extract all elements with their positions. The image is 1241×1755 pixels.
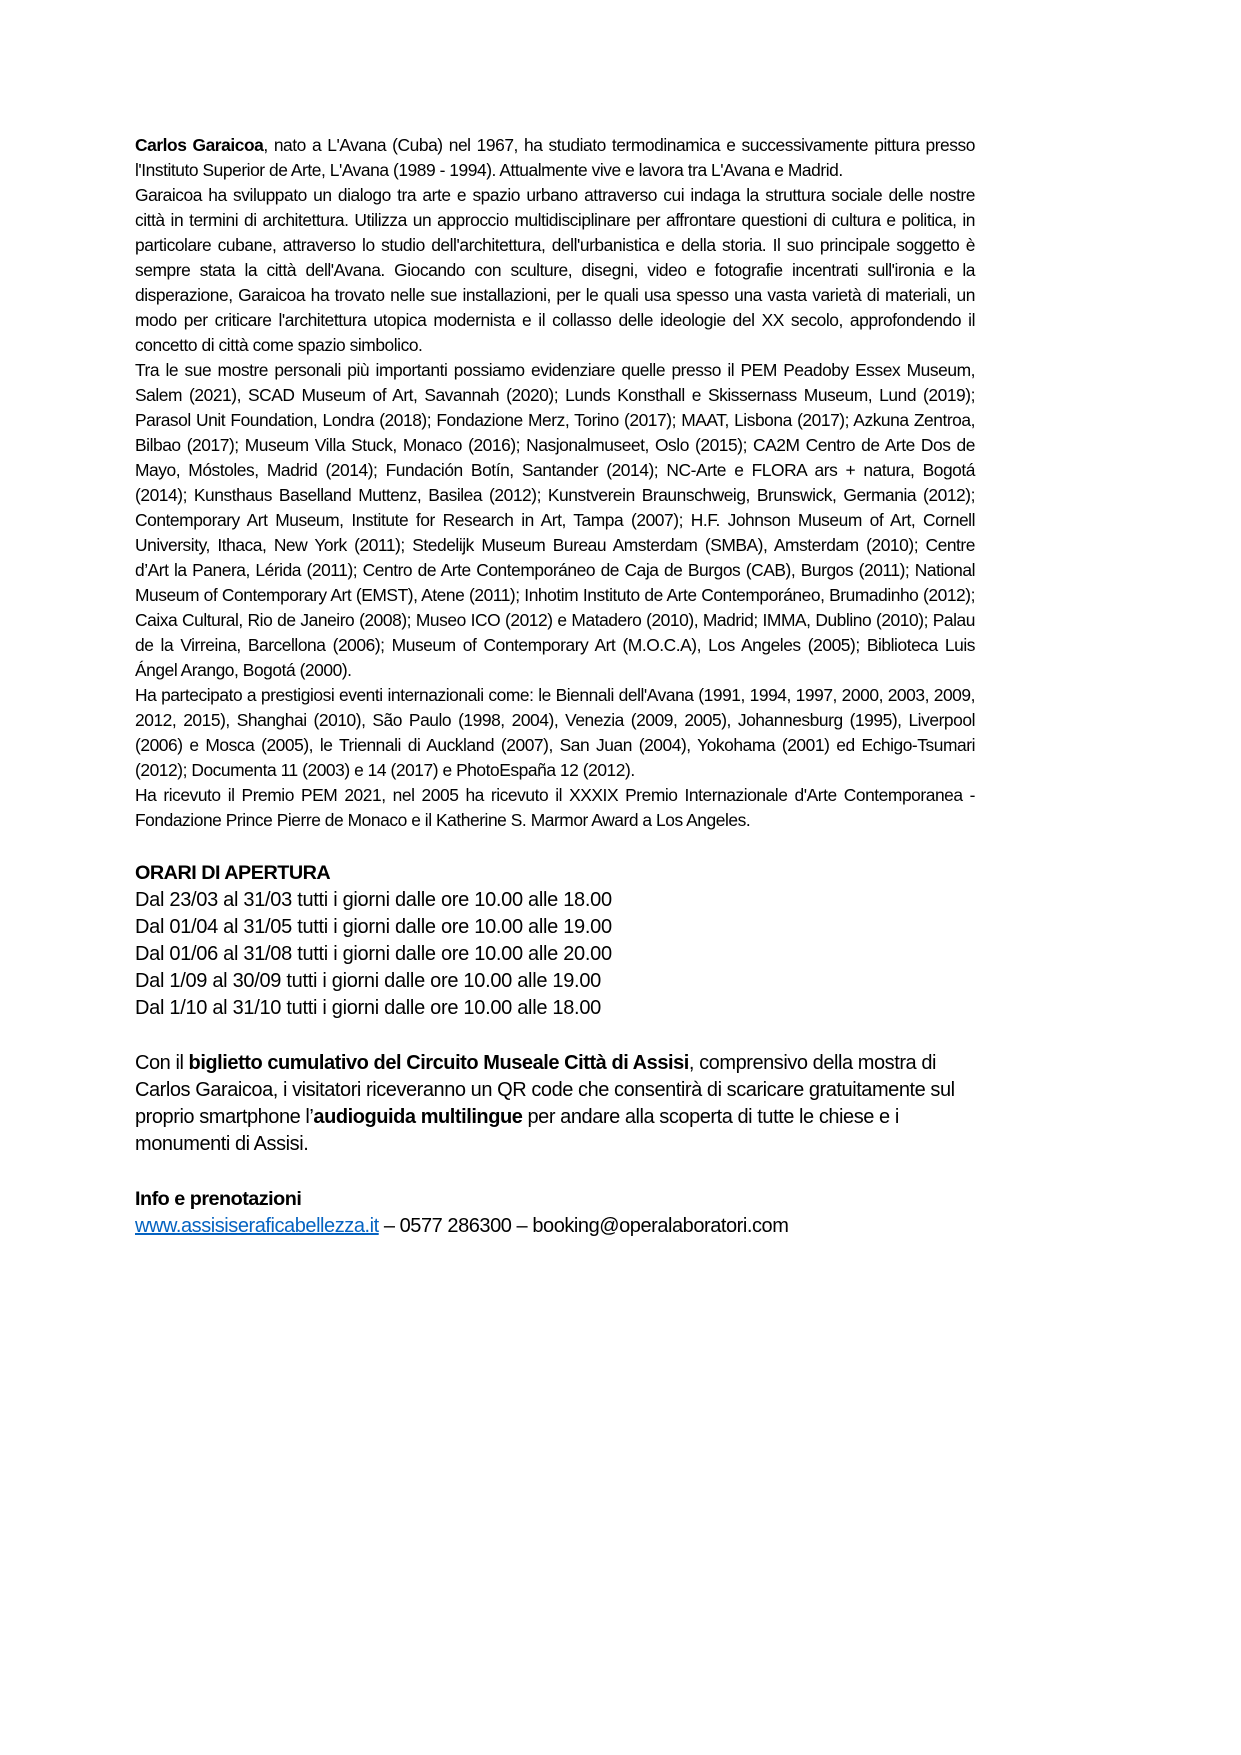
hours-line: Dal 01/06 al 31/08 tutti i giorni dalle ore 10.00 alle 20.00 <box>135 943 612 965</box>
bio-paragraph-solo-exhibitions: Tra le sue mostre personali più importanti possiamo evidenziare quelle presso il PEM Peadoby Essex Museum, Salem (2021), SCAD Museum of Art, Savannah (2020); Lunds Konsthall e Skissernass Museum, Lund (2019); Parasol Unit Foundation, Londra (2018); Fondazione Merz, Torino (2017); MAAT, Lisbona (2017); Azkuna Zentroa, Bilbao (2017); Museum Villa Stuck, Monaco (2016); Nasjonalmuseet, Oslo (2015); CA2M Centro de Arte Dos de Mayo, Móstoles, Madrid (2014); Fundación Botín, Santander (2014); NC-Arte e FLORA ars + natura, Bogotá (2014); Kunsthaus Baselland Muttenz, Basilea (2012); Kunstverein Braunschweig, Brunswick, Germania (2012); Contemporary Art Museum, Institute for Research in Art, Tampa (2007); H.F. Johnson Museum of Art, Cornell University, Ithaca, New York (2011); Stedelijk Museum Bureau Amsterdam (SMBA), Amsterdam (2010); Centre d’Art la Panera, Lérida (2011); Centro de Arte Contemporáneo de Caja de Burgos (CAB), Burgos (2011); National Museum of Contemporary Art (EMST), Atene (2011); Inhotim Instituto de Arte Contemporáneo, Brumadinho (2012); Caixa Cultural, Rio de Janeiro (2008); Museo ICO (2012) e Matadero (2010), Madrid; IMMA, Dublino (2010); Palau de la Virreina, Barcellona (2006); Museum of Contemporary Art (M.O.C.A), Los Angeles (2005); Biblioteca Luis Ángel Arango, Bogotá (2000). <box>135 360 975 680</box>
hours-line: Dal 1/09 al 30/09 tutti i giorni dalle ore 10.00 alle 19.00 <box>135 970 601 992</box>
audioguide-label: audioguida multilingue <box>313 1106 523 1128</box>
hours-line: Dal 23/03 al 31/03 tutti i giorni dalle ore 10.00 alle 18.00 <box>135 889 612 911</box>
website-link[interactable]: www.assisiseraficabellezza.it <box>135 1215 379 1237</box>
hours-line: Dal 1/10 al 31/10 tutti i giorni dalle ore 10.00 alle 18.00 <box>135 997 601 1019</box>
bio-paragraph-international-events: Ha partecipato a prestigiosi eventi internazionali come: le Biennali dell'Avana (1991, 1994, 1997, 2000, 2003, 2009, 2012, 2015), Shanghai (2010), São Paulo (1998, 2004), Venezia (2009, 2005), Johannesburg (1995), Liverpool (2006) e Mosca (2005), le Triennali di Auckland (2007), San Juan (2004), Yokohama (2001) ed Echigo-Tsumari (2012); Documenta 11 (2003) e 14 (2017) e PhotoEspaña 12 (2012). <box>135 685 975 780</box>
document-page <box>135 133 975 1240</box>
bio-paragraph-intro: Carlos Garaicoa, nato a L'Avana (Cuba) nel 1967, ha studiato termodinamica e successivamente pittura presso l'Instituto Superior de Arte, L'Avana (1989 - 1994). Attualmente vive e lavora tra L'Avana e Madrid. <box>135 135 975 180</box>
email-address: booking@operalaboratori.com <box>532 1215 789 1237</box>
opening-hours-title: ORARI DI APERTURA <box>135 862 331 884</box>
bio-paragraph-awards: Ha ricevuto il Premio PEM 2021, nel 2005 ha ricevuto il XXXIX Premio Internazionale d'Arte Contemporanea - Fondazione Prince Pierre de Monaco e il Katherine S. Marmor Award a Los Angeles. <box>135 785 975 830</box>
bio-paragraph-practice: Garaicoa ha sviluppato un dialogo tra arte e spazio urbano attraverso cui indaga la struttura sociale delle nostre città in termini di architettura. Utilizza un approccio multidisciplinare per affrontare questioni di cultura e politica, in particolare cubane, attraverso lo studio dell'architettura, dell'urbanistica e della storia. Il suo principale soggetto è sempre stata la città dell'Avana. Giocando con sculture, disegni, video e fotografie incentrati sull'ironia e la disperazione, Garaicoa ha trovato nelle sue installazioni, per le quali usa spesso una vasta varietà di materiali, un modo per criticare l'architettura utopica modernista e il collasso delle ideologie del XX secolo, approfondendo il concetto di città come spazio simbolico. <box>135 185 975 355</box>
hours-line: Dal 01/04 al 31/05 tutti i giorni dalle ore 10.00 alle 19.00 <box>135 916 612 938</box>
opening-hours-list <box>135 887 975 1022</box>
contact-line: www.assisiseraficabellezza.it – 0577 286300 – booking@operalaboratori.com <box>135 1215 789 1237</box>
artist-name: Carlos Garaicoa <box>135 135 264 155</box>
opening-hours-section <box>135 860 975 1022</box>
info-section <box>135 1186 975 1240</box>
phone-number: 0577 286300 <box>399 1215 512 1237</box>
cumulative-ticket-label: biglietto cumulativo del Circuito Museale Città di Assisi <box>188 1052 689 1074</box>
ticket-paragraph: Con il biglietto cumulativo del Circuito Museale Città di Assisi, comprensivo della mostra di Carlos Garaicoa, i visitatori riceveranno un QR code che consentirà di scaricare gratuitamente sul proprio smartphone l’audioguida multilingue per andare alla scoperta di tutte le chiese e i monumenti di Assisi. <box>135 1052 955 1155</box>
info-title: Info e prenotazioni <box>135 1188 302 1210</box>
artist-biography <box>135 133 975 833</box>
